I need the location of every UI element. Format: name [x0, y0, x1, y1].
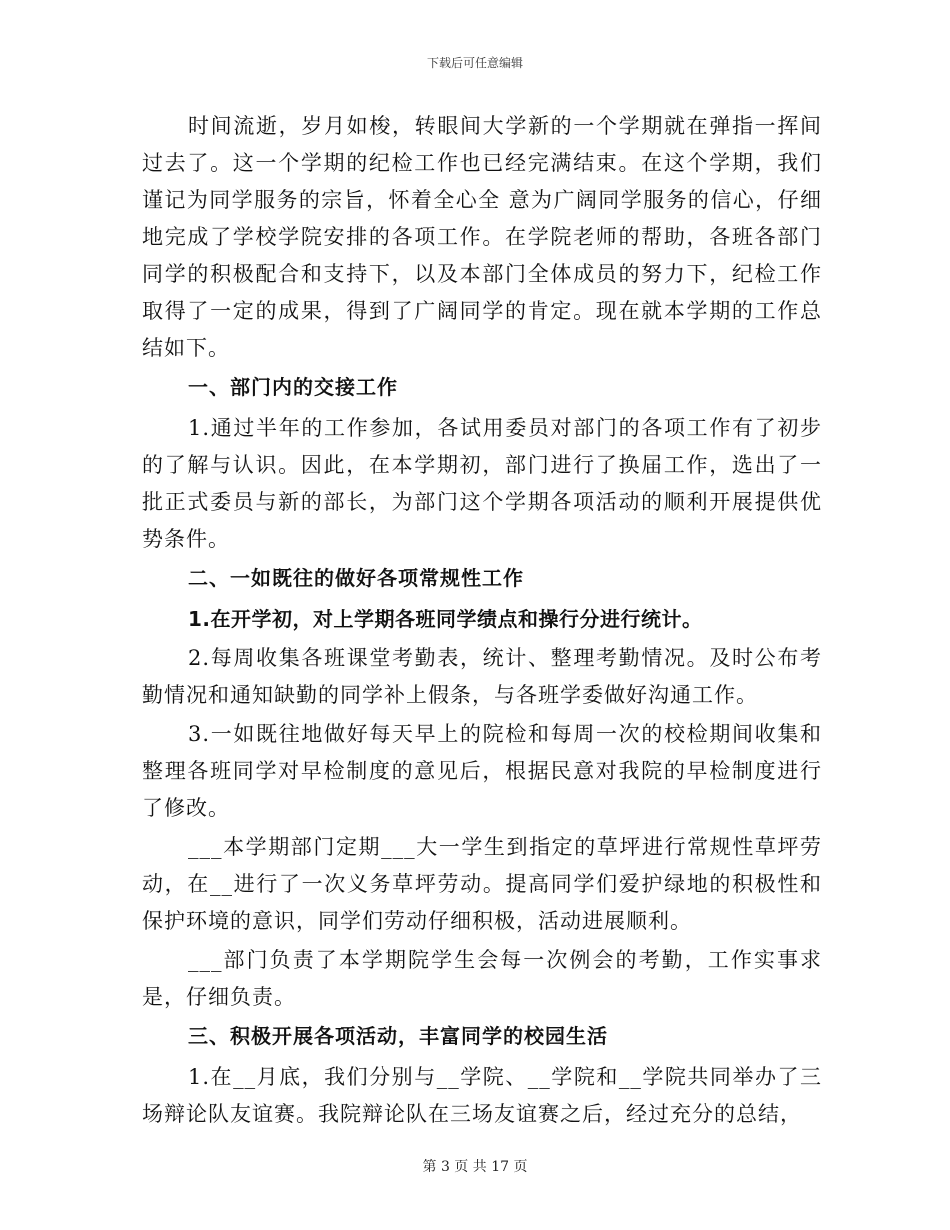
section-2-paragraph-1: 1.在开学初，对上学期各班同学绩点和操行分进行统计。: [188, 607, 703, 631]
page-number: 第 3 页 共 17 页: [422, 1159, 528, 1175]
document-body: [142, 108, 822, 1135]
section-3-paragraph-1: 1.在__月底，我们分别与__学院、__学院和__学院共同举办了三场辩论队友谊赛。我院辩论队在三场友谊赛之后，经过充分的总结，: [142, 1065, 822, 1126]
section-2-paragraph-3: 3.一如既往地做好每天早上的院检和每周一次的校检期间收集和整理各班同学对早检制度的意见后，根据民意对我院的早检制度进行了修改。: [142, 722, 822, 820]
section-2-paragraph-2: 2.每周收集各班课堂考勤表，统计、整理考勤情况。及时公布考勤情况和通知缺勤的同学补上假条，与各班学委做好沟通工作。: [142, 646, 822, 707]
section-1-paragraph-1: 1.通过半年的工作参加，各试用委员对部门的各项工作有了初步的了解与认识。因此，在本学期初，部门进行了换届工作，选出了一批正式委员与新的部长，为部门这个学期各项活动的顺利开展提供优势条件。: [142, 416, 822, 551]
intro-paragraph: 时间流逝，岁月如梭，转眼间大学新的一个学期就在弹指一挥间过去了。这一个学期的纪检工作也已经完满结束。在这个学期，我们谨记为同学服务的宗旨，怀着全心全 意为广阔同学服务的信心，仔细地完成了学校学院安排的各项工作。在学院老师的帮助，各班各部门同学的积极配合和支持下，以及本部门全体成员的努力下，纪检工作取得了一定的成果，得到了广阔同学的肯定。现在就本学期的工作总结如下。: [142, 114, 822, 360]
section-1-heading: 一、部门内的交接工作: [188, 375, 398, 399]
section-2-paragraph-5: ___部门负责了本学期院学生会每一次例会的考勤，工作实事求是，仔细负责。: [142, 948, 822, 1009]
section-3-heading: 三、积极开展各项活动，丰富同学的校园生活: [188, 1024, 608, 1048]
section-2-heading: 二、一如既往的做好各项常规性工作: [188, 566, 524, 590]
section-2-paragraph-4: ___本学期部门定期___大一学生到指定的草坪进行常规性草坪劳动，在__进行了一次义务草坪劳动。提高同学们爱护绿地的积极性和保护环境的意识，同学们劳动仔细积极，活动进展顺利。: [142, 835, 822, 933]
page-header-note: 下载后可任意编辑: [426, 56, 523, 70]
